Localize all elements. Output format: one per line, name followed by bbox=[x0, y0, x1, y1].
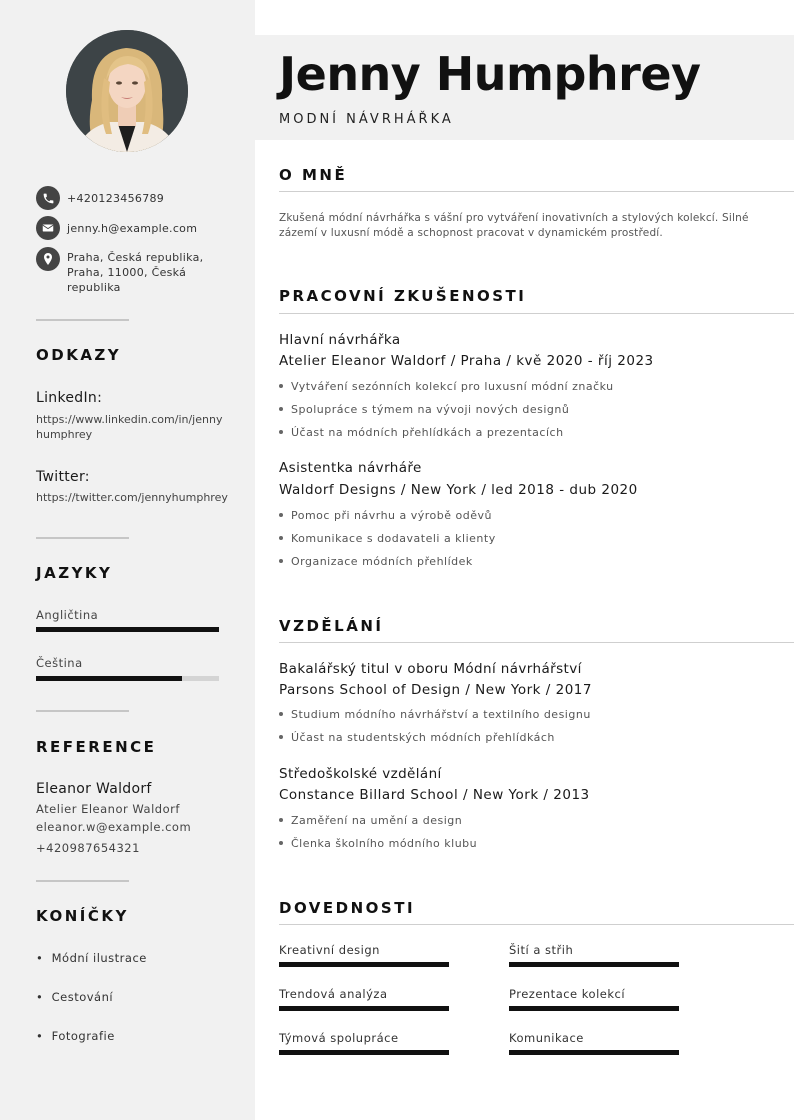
education-title: Bakalářský titul v oboru Módní návrhářství bbox=[279, 661, 582, 677]
bullet-item bbox=[279, 837, 477, 850]
skills-heading: DOVEDNOSTI bbox=[279, 899, 416, 917]
language-level-bar bbox=[36, 676, 219, 681]
experience-heading: PRACOVNÍ ZKUŠENOSTI bbox=[279, 287, 527, 305]
bullet-item bbox=[279, 708, 591, 721]
profile-photo bbox=[66, 30, 188, 152]
hobbies-heading: KONÍČKY bbox=[36, 907, 129, 925]
section-rule bbox=[279, 924, 794, 925]
education-subtitle: Constance Billard School / New York / 2013 bbox=[279, 787, 590, 803]
position-subtitle: Waldorf Designs / New York / led 2018 - dub 2020 bbox=[279, 482, 638, 498]
portrait-illustration bbox=[66, 30, 188, 152]
skill-level-bar bbox=[509, 962, 679, 967]
links-heading: ODKAZY bbox=[36, 346, 122, 364]
skill-level-fill bbox=[279, 962, 449, 967]
contact-email bbox=[36, 216, 212, 240]
bullet-item bbox=[279, 509, 492, 522]
contact-address bbox=[36, 247, 212, 295]
section-rule bbox=[279, 642, 794, 643]
bullet-text: Účast na módních přehlídkách a prezentacích bbox=[291, 426, 564, 439]
hobby-item: • Cestování bbox=[36, 990, 114, 1004]
language-level-fill bbox=[36, 676, 182, 681]
reference-company: Atelier Eleanor Waldorf bbox=[36, 802, 180, 816]
languages-heading: JAZYKY bbox=[36, 564, 113, 582]
candidate-name: Jenny Humphrey bbox=[279, 47, 701, 101]
education-heading: VZDĚLÁNÍ bbox=[279, 617, 384, 635]
skill-level-bar bbox=[279, 962, 449, 967]
skill-name: Týmová spolupráce bbox=[279, 1031, 399, 1045]
position-title: Asistentka návrháře bbox=[279, 460, 422, 476]
hobby-label: Módní ilustrace bbox=[51, 951, 147, 965]
skill-level-bar bbox=[279, 1006, 449, 1011]
about-heading: O MNĚ bbox=[279, 166, 348, 184]
bullet-text: Organizace módních přehlídek bbox=[291, 555, 473, 568]
skill-name: Prezentace kolekcí bbox=[509, 987, 626, 1001]
job-title: MODNÍ NÁVRHÁŘKA bbox=[279, 112, 454, 127]
skill-name: Trendová analýza bbox=[279, 987, 388, 1001]
skill-name: Komunikace bbox=[509, 1031, 584, 1045]
position-subtitle: Atelier Eleanor Waldorf / Praha / kvě 2020 - říj 2023 bbox=[279, 353, 654, 369]
bullet-text: Členka školního módního klubu bbox=[291, 837, 478, 850]
reference-phone: +420987654321 bbox=[36, 841, 140, 855]
contact-phone bbox=[36, 186, 212, 210]
skill-level-fill bbox=[509, 962, 679, 967]
bullet-item bbox=[279, 403, 569, 416]
skill-level-bar bbox=[509, 1050, 679, 1055]
bullet-text: Vytváření sezónních kolekcí pro luxusní módní značku bbox=[291, 380, 614, 393]
bullet-text: Účast na studentských módních přehlídkách bbox=[291, 731, 555, 744]
bullet-item bbox=[279, 532, 496, 545]
skill-name: Kreativní design bbox=[279, 943, 380, 957]
bullet-text: Komunikace s dodavateli a klienty bbox=[291, 532, 496, 545]
education-subtitle: Parsons School of Design / New York / 2017 bbox=[279, 682, 592, 698]
hobby-label: Cestování bbox=[51, 990, 114, 1004]
location-pin-icon bbox=[36, 247, 60, 271]
skill-level-fill bbox=[509, 1006, 679, 1011]
skill-level-fill bbox=[509, 1050, 679, 1055]
phone-text: +420123456789 bbox=[67, 192, 165, 205]
skill-level-bar bbox=[279, 1050, 449, 1055]
bullet-item bbox=[279, 814, 462, 827]
about-text: Zkušená módní návrhářka s vášní pro vytváření inovativních a stylových kolekcí. Silné zázemí v luxusní módě a schopnost pracovat v dynamickém prostředí. bbox=[279, 212, 749, 239]
education-title: Středoškolské vzdělání bbox=[279, 766, 442, 782]
hobby-label: Fotografie bbox=[51, 1029, 115, 1043]
linkedin-label: LinkedIn: bbox=[36, 390, 103, 406]
address-text: Praha, Česká republika, Praha, 11000, Česká republika bbox=[67, 251, 204, 294]
language-name: Čeština bbox=[36, 656, 83, 670]
sidebar-divider bbox=[36, 880, 129, 882]
skill-name: Šití a střih bbox=[509, 943, 574, 957]
phone-icon bbox=[36, 186, 60, 210]
bullet-item bbox=[279, 380, 614, 393]
language-name: Angličtina bbox=[36, 608, 99, 622]
language-level-bar bbox=[36, 627, 219, 632]
language-level-fill bbox=[36, 627, 219, 632]
skill-level-fill bbox=[279, 1006, 449, 1011]
bullet-item bbox=[279, 731, 555, 744]
hobby-item: • Módní ilustrace bbox=[36, 951, 147, 965]
bullet-item bbox=[279, 555, 473, 568]
sidebar-divider bbox=[36, 537, 129, 539]
bullet-text: Zaměření na umění a design bbox=[291, 814, 463, 827]
envelope-icon bbox=[36, 216, 60, 240]
email-text: jenny.h@example.com bbox=[67, 222, 198, 235]
bullet-text: Studium módního návrhářství a textilního designu bbox=[291, 708, 591, 721]
twitter-link[interactable]: https://twitter.com/jennyhumphrey bbox=[36, 491, 228, 504]
bullet-item bbox=[279, 426, 564, 439]
sidebar-divider bbox=[36, 319, 129, 321]
sidebar-divider bbox=[36, 710, 129, 712]
section-rule bbox=[279, 191, 794, 192]
bullet-text: Pomoc při návrhu a výrobě oděvů bbox=[291, 509, 492, 522]
skill-level-bar bbox=[509, 1006, 679, 1011]
reference-heading: REFERENCE bbox=[36, 738, 157, 756]
bullet-text: Spolupráce s týmem na vývoji nových designů bbox=[291, 403, 570, 416]
reference-name: Eleanor Waldorf bbox=[36, 781, 152, 797]
linkedin-link[interactable]: https://www.linkedin.com/in/jenny humphrey bbox=[36, 413, 223, 441]
reference-email: eleanor.w@example.com bbox=[36, 820, 192, 834]
position-title: Hlavní návrhářka bbox=[279, 332, 401, 348]
hobby-item: • Fotografie bbox=[36, 1029, 115, 1043]
twitter-label: Twitter: bbox=[36, 469, 90, 485]
section-rule bbox=[279, 313, 794, 314]
skill-level-fill bbox=[279, 1050, 449, 1055]
